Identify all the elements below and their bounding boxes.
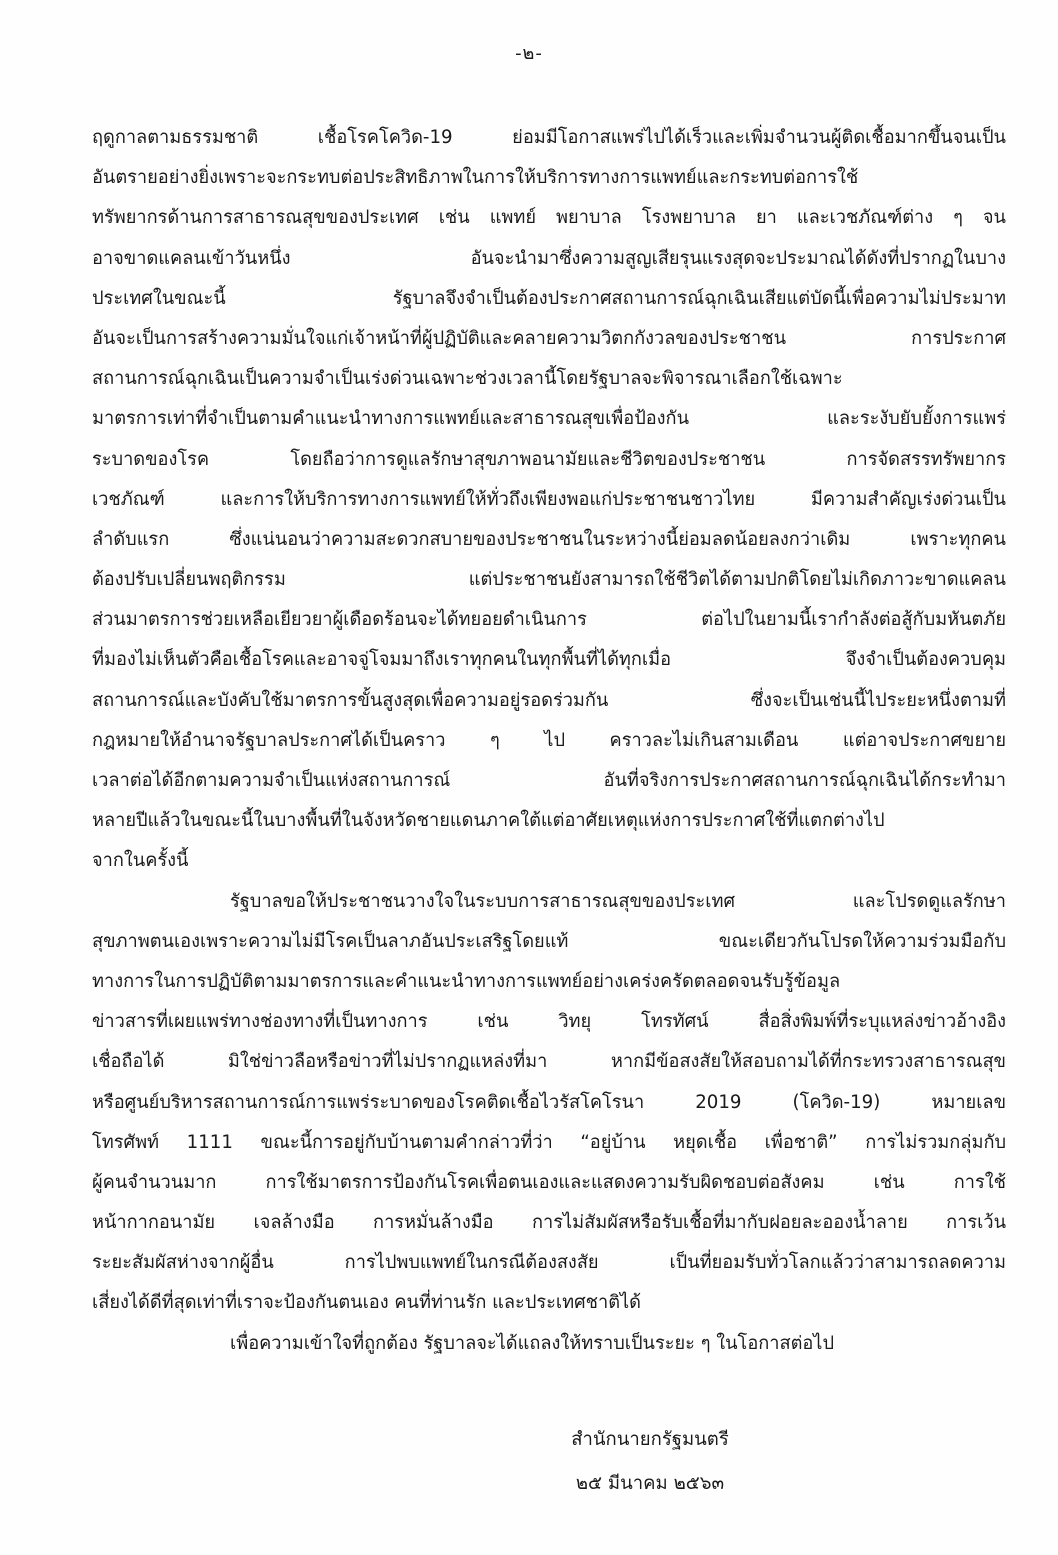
text-line: เวลาต่อได้อีกตามความจำเป็นแห่งสถานการณ์ อันที่จริงการประกาศสถานการณ์ฉุกเฉินได้กระทำมา bbox=[92, 770, 1006, 791]
text-line: ที่มองไม่เห็นตัวคือเชื้อโรคและอาจจู่โจมมาถึงเราทุกคนในทุกพื้นที่ได้ทุกเมื่อ จึงจำเป็นต้องควบคุม bbox=[92, 649, 1006, 671]
text-line: เพื่อความเข้าใจที่ถูกต้อง รัฐบาลจะได้แถลงให้ทราบเป็นระยะ ๆ ในโอกาสต่อไป bbox=[230, 1332, 834, 1354]
text-line: เวชภัณฑ์ และการให้บริการทางการแพทย์ให้ทั่วถึงเพียงพอแก่ประชาชนชาวไทย มีความสำคัญเร่งด่วนเป็น bbox=[92, 488, 1006, 510]
text-line: จากในครั้งนี้ bbox=[92, 850, 189, 872]
text-line: หรือศูนย์บริหารสถานการณ์การแพร่ระบาดของโรคติดเชื้อไวรัสโคโรนา 2019 (โควิด-19) หมายเลข bbox=[92, 1091, 1006, 1113]
issue-date: ๒๕ มีนาคม ๒๕๖๓ bbox=[575, 1473, 725, 1494]
text-line: เสี่ยงได้ดีที่สุดเท่าที่เราจะป้องกันตนเอง คนที่ท่านรัก และประเทศชาติได้ bbox=[92, 1292, 641, 1314]
text-line: ระยะสัมผัสห่างจากผู้อื่น การไปพบแพทย์ในกรณีต้องสงสัย เป็นที่ยอมรับทั่วโลกแล้วว่าสามารถลดความ bbox=[92, 1252, 1006, 1274]
text-line: สุขภาพตนเองเพราะความไม่มีโรคเป็นลาภอันประเสริฐโดยแท้ ขณะเดียวกันโปรดให้ความร่วมมือกับ bbox=[92, 930, 1006, 952]
text-line: มาตรการเท่าที่จำเป็นตามคำแนะนำทางการแพทย์และสาธารณสุขเพื่อป้องกัน และระงับยับยั้งการแพร่ bbox=[92, 408, 1006, 430]
text-line: รัฐบาลขอให้ประชาชนวางใจในระบบการสาธารณสุขของประเทศ และโปรดดูแลรักษา bbox=[230, 890, 1006, 912]
text-line: เชื่อถือได้ มิใช่ข่าวลือหรือข่าวที่ไม่ปรากฏแหล่งที่มา หากมีข้อสงสัยให้สอบถามได้ที่กระทรวงสาธารณสุข bbox=[92, 1051, 1006, 1073]
text-line: ประเทศในขณะนี้ รัฐบาลจึงจำเป็นต้องประกาศสถานการณ์ฉุกเฉินเสียแต่บัดนี้เพื่อความไม่ประมาท bbox=[92, 287, 1006, 309]
text-line: ลำดับแรก ซึ่งแน่นอนว่าความสะดวกสบายของประชาชนในระหว่างนี้ย่อมลดน้อยลงกว่าเดิม เพราะทุกคน bbox=[92, 528, 1006, 550]
text-line: ต้องปรับเปลี่ยนพฤติกรรม แต่ประชาชนยังสามารถใช้ชีวิตได้ตามปกติโดยไม่เกิดภาวะขาดแคลน bbox=[92, 569, 1006, 591]
paragraph bbox=[92, 118, 1006, 882]
issuing-office: สำนักนายกรัฐมนตรี bbox=[571, 1429, 729, 1450]
text-line: กฎหมายให้อำนาจรัฐบาลประกาศได้เป็นคราว ๆ ไป คราวละไม่เกินสามเดือน แต่อาจประกาศขยาย bbox=[92, 729, 1006, 751]
text-line: ทางการในการปฏิบัติตามมาตรการและคำแนะนำทางการแพทย์อย่างเคร่งครัดตลอดจนรับรู้ข้อมูล bbox=[92, 970, 841, 992]
paragraph bbox=[92, 1324, 1006, 1364]
signature-block bbox=[500, 1418, 800, 1506]
text-line: ฤดูกาลตามธรรมชาติ เชื้อโรคโควิด-19 ย่อมมีโอกาสแพร่ไปได้เร็วและเพิ่มจำนวนผู้ติดเชื้อมากขึ้นจนเป็น bbox=[92, 127, 1006, 148]
page-number: -๒- bbox=[515, 43, 543, 64]
text-line: อาจขาดแคลนเข้าวันหนึ่ง อันจะนำมาซึ่งความสูญเสียรุนแรงสุดจะประมาณได้ดังที่ปรากฏในบาง bbox=[92, 247, 1006, 269]
text-line: ส่วนมาตรการช่วยเหลือเยียวยาผู้เดือดร้อนจะได้ทยอยดำเนินการ ต่อไปในยามนี้เรากำลังต่อสู้กับมหันตภัย bbox=[92, 609, 1006, 631]
text-line: อันตรายอย่างยิ่งเพราะจะกระทบต่อประสิทธิภาพในการให้บริการทางการแพทย์และกระทบต่อการใช้ bbox=[92, 167, 859, 189]
text-line: หลายปีแล้วในขณะนี้ในบางพื้นที่ในจังหวัดชายแดนภาคใต้แต่อาศัยเหตุแห่งการประกาศใช้ที่แตกต่างไป bbox=[92, 810, 885, 832]
text-line: ข่าวสารที่เผยแพร่ทางช่องทางที่เป็นทางการ เช่น วิทยุ โทรทัศน์ สื่อสิ่งพิมพ์ที่ระบุแหล่งข่าวอ้างอิง bbox=[92, 1011, 1006, 1033]
text-line: อันจะเป็นการสร้างความมั่นใจแก่เจ้าหน้าที่ผู้ปฏิบัติและคลายความวิตกกังวลของประชาชน การประกาศ bbox=[92, 327, 1006, 349]
text-line: สถานการณ์ฉุกเฉินเป็นความจำเป็นเร่งด่วนเฉพาะช่วงเวลานี้โดยรัฐบาลจะพิจารณาเลือกใช้เฉพาะ bbox=[92, 368, 843, 390]
text-line: โทรศัพท์ 1111 ขณะนี้การอยู่กับบ้านตามคำกล่าวที่ว่า “อยู่บ้าน หยุดเชื้อ เพื่อชาติ” การไม่รวมกลุ่มกับ bbox=[92, 1131, 1006, 1153]
text-line: สถานการณ์และบังคับใช้มาตรการขั้นสูงสุดเพื่อความอยู่รอดร่วมกัน ซึ่งจะเป็นเช่นนี้ไประยะหนึ่งตามที่ bbox=[92, 689, 1006, 711]
document-body bbox=[92, 118, 1006, 1364]
text-line: หน้ากากอนามัย เจลล้างมือ การหมั่นล้างมือ การไม่สัมผัสหรือรับเชื้อที่มากับฝอยละอองน้ำลาย การเว้น bbox=[92, 1212, 1006, 1234]
text-line: ผู้คนจำนวนมาก การใช้มาตรการป้องกันโรคเพื่อตนเองและแสดงความรับผิดชอบต่อสังคม เช่น การใช้ bbox=[92, 1171, 1006, 1193]
text-line: ทรัพยากรด้านการสาธารณสุขของประเทศ เช่น แพทย์ พยาบาล โรงพยาบาล ยา และเวชภัณฑ์ต่าง ๆ จน bbox=[92, 207, 1006, 229]
paragraph bbox=[92, 882, 1006, 1324]
text-line: ระบาดของโรค โดยถือว่าการดูแลรักษาสุขภาพอนามัยและชีวิตของประชาชน การจัดสรรทรัพยากร bbox=[92, 448, 1006, 470]
